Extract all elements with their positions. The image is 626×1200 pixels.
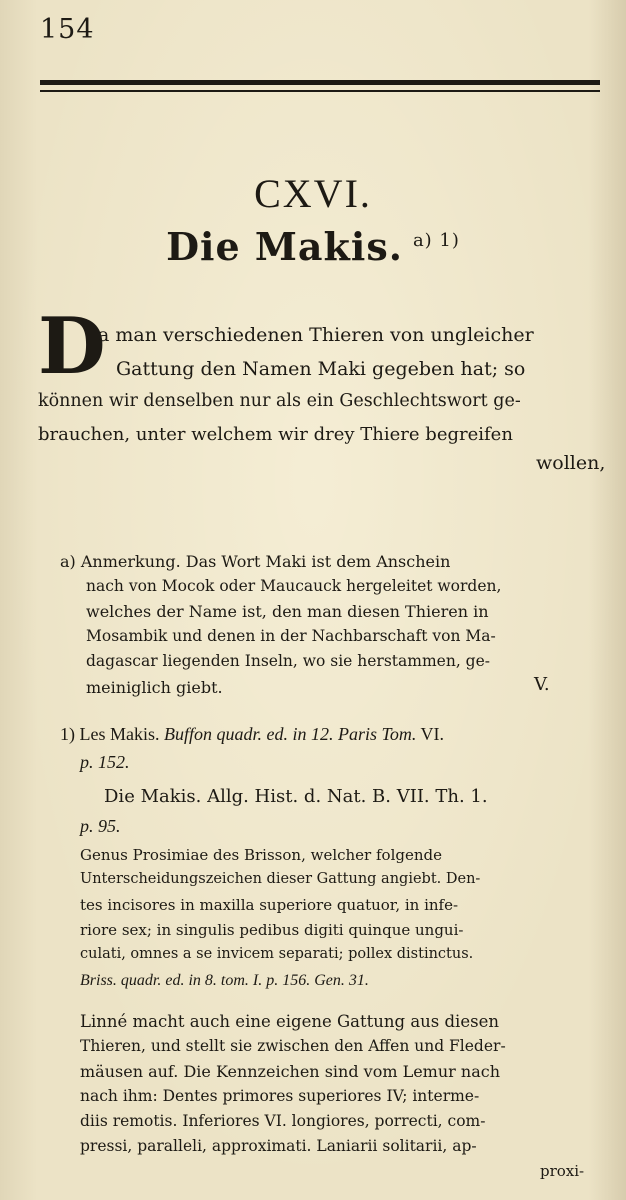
reference-allg-hist-page: p. 95. [80, 816, 121, 836]
note-a-signature: V. [534, 674, 550, 695]
note-a-line: welches der Name ist, den man diesen Thieren in [86, 602, 489, 621]
body-line: können wir denselben nur als ein Geschlechtswort ge- [38, 391, 521, 411]
linne-line: Linné macht auch eine eigene Gattung aus diesen [80, 1012, 499, 1031]
body-line: a man verschiedenen Thieren von ungleicher [98, 324, 534, 346]
reference-buffon-page: p. 152. [80, 752, 130, 772]
linne-line: nach ihm: Dentes primores superiores IV; interme- [80, 1087, 480, 1105]
reference-buffon-lead: 1) Les Makis. [60, 724, 160, 744]
header-rule-thin [40, 90, 600, 92]
reference-brisson: Briss. quadr. ed. in 8. tom. I. p. 156. Gen. 31. [80, 972, 369, 989]
note-a-line: dagascar liegenden Inseln, wo sie herstammen, ge- [86, 652, 490, 670]
chapter-note-marks: a) 1) [412, 230, 460, 251]
genus-line: riore sex; in singulis pedibus digiti quinque ungui- [80, 921, 464, 939]
catchword: proxi- [540, 1162, 585, 1180]
linne-line: diis remotis. Inferiores VI. longiores, porrecti, com- [80, 1112, 486, 1130]
drop-cap: D [38, 301, 106, 392]
genus-line: tes incisores in maxilla superiore quatuor, in infe- [80, 896, 459, 914]
note-a-line: Mosambik und denen in der Nachbarschaft von Ma- [86, 627, 496, 645]
genus-line: Genus Prosimiae des Brisson, welcher folgende [80, 846, 442, 864]
reference-allg-hist: Die Makis. Allg. Hist. d. Nat. B. VII. Th. 1. [104, 786, 488, 807]
genus-line: Unterscheidungszeichen dieser Gattung angiebt. Den- [80, 871, 481, 887]
linne-line: Thieren, und stellt sie zwischen den Affen und Fleder- [80, 1037, 506, 1055]
note-a-line: nach von Mocok oder Maucauck hergeleitet worden, [86, 577, 502, 595]
linne-line: mäusen auf. Die Kennzeichen sind vom Lemur nach [80, 1062, 500, 1081]
header-rule-thick [40, 80, 600, 85]
note-a-line: a) Anmerkung. Das Wort Maki ist dem Anschein [60, 552, 451, 571]
reference-buffon [60, 724, 444, 745]
reference-buffon-volume: VI. [420, 724, 445, 744]
reference-buffon-title: Buffon quadr. ed. in 12. Paris Tom. [163, 724, 417, 744]
page-number: 154 [40, 14, 95, 45]
body-line: wollen, [536, 452, 606, 474]
note-a-line: meiniglich giebt. [86, 678, 223, 697]
chapter-number: CXVI. [254, 171, 372, 216]
chapter-title-text: Die Makis. [166, 224, 403, 269]
genus-line: culati, omnes a se invicem separati; pollex distinctus. [80, 946, 474, 962]
body-line: brauchen, unter welchem wir drey Thiere begreifen [38, 424, 513, 445]
body-line: Gattung den Namen Maki gegeben hat; so [116, 358, 526, 380]
linne-line: pressi, paralleli, approximati. Laniarii solitarii, ap- [80, 1137, 477, 1155]
chapter-title [0, 224, 626, 269]
